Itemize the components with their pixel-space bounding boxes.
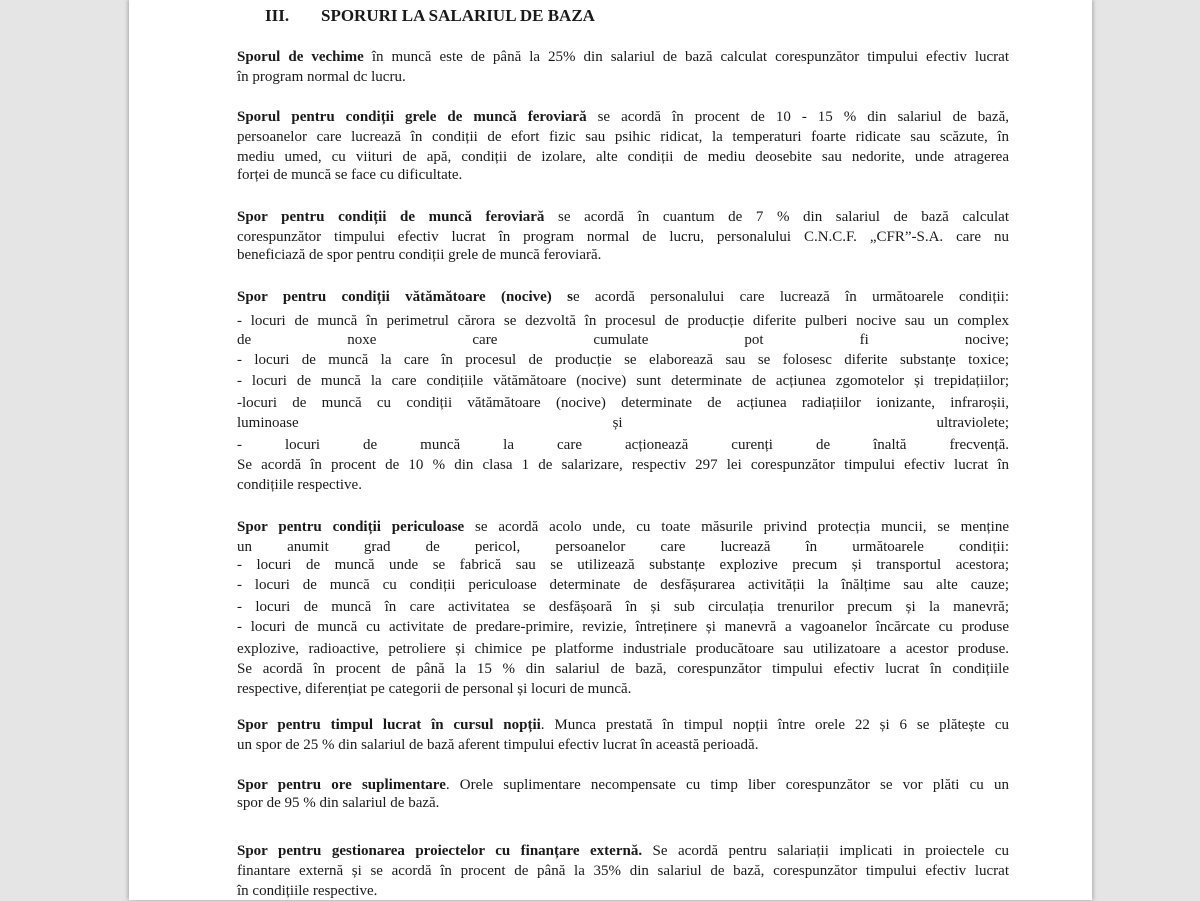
- paragraph-text: e acordă personalului care lucrează în următoarele condiții:: [572, 289, 1010, 305]
- paragraph-text: - locuri de muncă unde se fabrică sau se utilizează substanțe explozive precum și transportul acestora;: [237, 557, 1009, 573]
- paragraph-conditii-feroviare-line: [237, 246, 1009, 265]
- paragraph-text: persoanelor care lucrează în condiții de efort fizic sau psihic ridicat, la temperaturi foarte ridicate sau scăzute, în: [237, 129, 1009, 145]
- paragraph-text: se acordă acolo unde, cu toate măsurile privind protecția muncii, se menține: [464, 519, 1009, 535]
- section-title: SPORURI LA SALARIUL DE BAZA: [321, 6, 595, 25]
- paragraph-periculoase-line: [237, 576, 1009, 595]
- paragraph-conditii-grele-line: [237, 128, 1009, 147]
- paragraph-ore-suplimentare-line: [237, 776, 1009, 795]
- paragraph-text: -locuri de muncă cu condiții vătămătoare (nocive) determinate de acțiunea radiațiilor ionizante, infraroșii,: [237, 395, 1009, 411]
- paragraph-text: - locuri de muncă în care activitatea se desfășoară în și sub circulația trenurilor precum și la manevră;: [237, 599, 1009, 615]
- paragraph-text: în muncă este de până la 25% din salariul de bază calculat corespunzător timpului efectiv lucrat: [363, 49, 1009, 65]
- paragraph-vatamatoare-line: [237, 394, 1009, 413]
- section-number: III.: [265, 6, 290, 25]
- paragraph-title: Spor pentru condiții periculoase: [237, 519, 465, 535]
- paragraph-periculoase-line: [237, 618, 1009, 637]
- paragraph-title: Spor pentru condiții de muncă feroviară: [237, 209, 545, 225]
- paragraph-text: - locuri de muncă la care acționează curenți de înaltă frecvență.: [237, 437, 1009, 453]
- paragraph-periculoase-line: [237, 518, 1009, 537]
- paragraph-text: se acordă în procent de 10 - 15 % din salariul de bază,: [586, 109, 1009, 125]
- paragraph-conditii-feroviare-line: [237, 228, 1009, 247]
- paragraph-periculoase-line: [237, 640, 1009, 659]
- paragraph-vatamatoare-line: [237, 351, 1009, 370]
- paragraph-vatamatoare-line: [237, 331, 1009, 350]
- section-heading: [265, 6, 595, 26]
- paragraph-text: - locuri de muncă în perimetrul cărora se dezvoltă în procesul de producție diferite pulberi nocive sau un complex: [237, 313, 1009, 329]
- paragraph-text: condițiile respective.: [237, 477, 362, 493]
- paragraph-vechime-line: [237, 48, 1009, 67]
- paragraph-title: Spor pentru condiții vătămătoare (nocive) s: [237, 289, 573, 305]
- paragraph-vatamatoare-line: [237, 436, 1009, 455]
- paragraph-text: corespunzător timpului efectiv lucrat în program normal de lucru, personalului C.N.C.F. „CFR”-S.A. care nu: [237, 229, 1009, 245]
- paragraph-text: în program normal dc lucru.: [237, 69, 406, 85]
- paragraph-text: în condițiile respective.: [237, 883, 378, 899]
- paragraph-text: de noxe care cumulate pot fi nocive;: [237, 332, 1009, 348]
- paragraph-conditii-grele-line: [237, 108, 1009, 127]
- paragraph-conditii-grele-line: [237, 166, 1009, 185]
- paragraph-title: Spor pentru ore suplimentare: [237, 777, 446, 793]
- paragraph-text: . Orele suplimentare necompensate cu timp liber corespunzător se vor plăti cu un: [445, 777, 1009, 793]
- paragraph-text: respective, diferențiat pe categorii de personal și locuri de muncă.: [237, 681, 632, 697]
- paragraph-vechime-line: [237, 68, 1009, 87]
- paragraph-text: - locuri de muncă la care condițiile vătămătoare (nocive) sunt determinate de acțiunea zgomotelor și trepidațiilor;: [237, 373, 1009, 389]
- paragraph-title: Spor pentru timpul lucrat în cursul nopții: [237, 717, 541, 733]
- paragraph-text: forței de muncă se face cu dificultate.: [237, 167, 463, 183]
- paragraph-text: - locuri de muncă cu condiții periculoase determinate de desfășurarea activității la înălțime sau alte cauze;: [237, 577, 1009, 593]
- paragraph-finantare-externa-line: [237, 842, 1009, 861]
- paragraph-title: Sporul pentru condiții grele de muncă feroviară: [237, 109, 587, 125]
- paragraph-text: luminoase și ultraviolete;: [237, 415, 1009, 431]
- paragraph-text: . Munca prestată în timpul nopții între orele 22 și 6 se plătește cu: [540, 717, 1009, 733]
- paragraph-vatamatoare-line: [237, 414, 1009, 433]
- paragraph-noapte-line: [237, 736, 1009, 755]
- document-page: [129, 0, 1092, 900]
- paragraph-finantare-externa-line: [237, 882, 1009, 901]
- paragraph-periculoase-line: [237, 598, 1009, 617]
- paragraph-text: - locuri de muncă la care în procesul de producție se elaborează sau se folosesc diferite substanțe toxice;: [237, 352, 1009, 368]
- paragraph-text: Se acordă în procent de 10 % din clasa 1 de salarizare, respectiv 297 lei corespunzător timpului efectiv lucrat în: [237, 457, 1009, 473]
- paragraph-title: Spor pentru gestionarea proiectelor cu finanțare externă.: [237, 843, 643, 859]
- paragraph-text: Se acordă în procent de până la 15 % din salariul de bază, corespunzător timpului efectiv lucrat în condițiile: [237, 661, 1009, 677]
- paragraph-text: beneficiază de spor pentru condiții grele de muncă feroviară.: [237, 247, 602, 263]
- paragraph-title: Sporul de vechime: [237, 49, 364, 65]
- paragraph-text: un spor de 25 % din salariul de bază aferent timpului efectiv lucrat în această perioadă.: [237, 737, 759, 753]
- paragraph-periculoase-line: [237, 680, 1009, 699]
- paragraph-conditii-grele-line: [237, 148, 1009, 167]
- paragraph-vatamatoare-line: [237, 456, 1009, 475]
- paragraph-text: finantare externă și se acordă în procent de până la 35% din salariul de bază, corespunzător timpului efectiv lucrat: [237, 863, 1009, 879]
- paragraph-text: spor de 95 % din salariul de bază.: [237, 795, 440, 811]
- paragraph-vatamatoare-line: [237, 288, 1009, 307]
- paragraph-text: Se acordă pentru salariații implicati in proiectele cu: [642, 843, 1009, 859]
- paragraph-periculoase-line: [237, 538, 1009, 557]
- paragraph-finantare-externa-line: [237, 862, 1009, 881]
- paragraph-text: explozive, radioactive, petroliere și chimice pe platforme industriale producătoare sau utilizatoare a acestor produse.: [237, 641, 1009, 657]
- paragraph-text: un anumit grad de pericol, persoanelor care lucrează în următoarele condiții:: [237, 539, 1009, 555]
- paragraph-text: mediu umed, cu viituri de apă, condiții de izolare, alte condiții de mediu deosebite sau nedorite, unde atragerea: [237, 149, 1009, 165]
- paragraph-periculoase-line: [237, 660, 1009, 679]
- paragraph-conditii-feroviare-line: [237, 208, 1009, 227]
- paragraph-text: - locuri de muncă cu activitate de predare-primire, revizie, întreținere și manevră a vagoanelor încărcate cu produse: [237, 619, 1009, 635]
- paragraph-vatamatoare-line: [237, 372, 1009, 391]
- paragraph-noapte-line: [237, 716, 1009, 735]
- paragraph-periculoase-line: [237, 556, 1009, 575]
- paragraph-ore-suplimentare-line: [237, 794, 1009, 813]
- paragraph-vatamatoare-line: [237, 476, 1009, 495]
- paragraph-text: se acordă în cuantum de 7 % din salariul de bază calculat: [544, 209, 1009, 225]
- paragraph-vatamatoare-line: [237, 312, 1009, 331]
